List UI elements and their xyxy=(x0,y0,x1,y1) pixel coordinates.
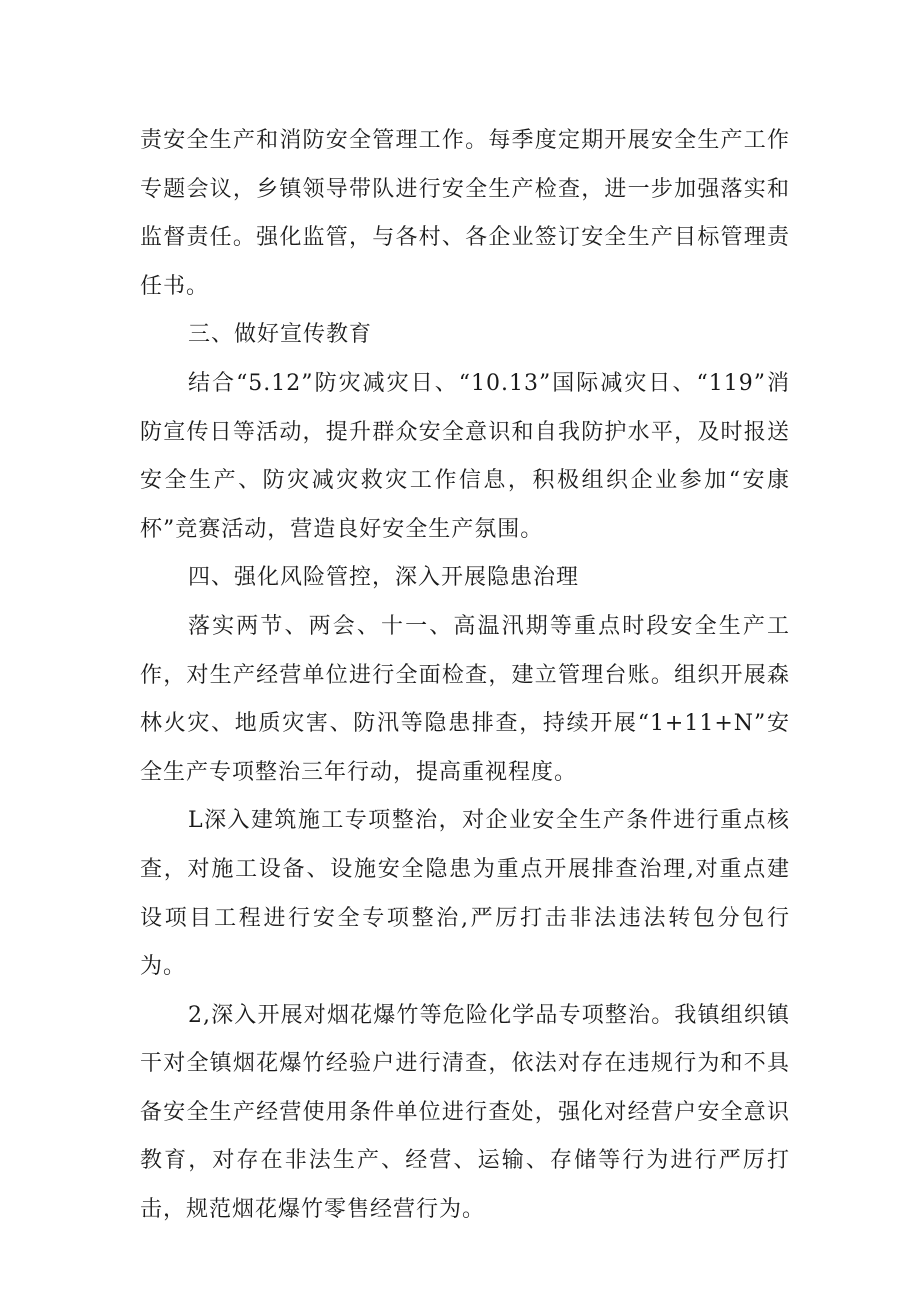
document-body xyxy=(140,117,790,1235)
paragraph-risk-control: 落实两节、两会、十一、高温汛期等重点时段安全生产工作，对生产经营单位进行全面检查，建立管理台账。组织开展森林火灾、地质灾害、防汛等隐患排查，持续开展“1+11+N”安全生产专项整治三年行动，提高重视程度。 xyxy=(140,613,790,785)
paragraph-publicity: 结合“5.12”防灾减灾日、“10.13”国际减灾日、“119”消防宣传日等活动，提升群众安全意识和自我防护水平，及时报送安全生产、防灾减灾救灾工作信息，积极组织企业参加“安康杯”竞赛活动，营造良好安全生产氛围。 xyxy=(140,370,790,542)
paragraph-continued: 责安全生产和消防安全管理工作。每季度定期开展安全生产工作专题会议，乡镇领导带队进行安全生产检查，进一步加强落实和监督责任。强化监管，与各村、各企业签订安全生产目标管理责任书。 xyxy=(140,128,790,299)
section-heading-4: 四、强化风险管控，深入开展隐患治理 xyxy=(188,565,580,591)
section-heading-3: 三、做好宣传教育 xyxy=(188,322,373,348)
paragraph-fireworks: 2,深入开展对烟花爆竹等危险化学品专项整治。我镇组织镇干对全镇烟花爆竹经验户进行清查，依法对存在违规行为和不具备安全生产经营使用条件单位进行查处，强化对经营户安全意识教育，对存在非法生产、经营、运输、存储等行为进行严厉打击，规范烟花爆竹零售经营行为。 xyxy=(140,1002,790,1223)
paragraph-construction: L深入建筑施工专项整治，对企业安全生产条件进行重点核查，对施工设备、设施安全隐患为重点开展排查治理,对重点建设项目工程进行安全专项整治,严厉打击非法违法转包分包行为。 xyxy=(140,808,790,980)
